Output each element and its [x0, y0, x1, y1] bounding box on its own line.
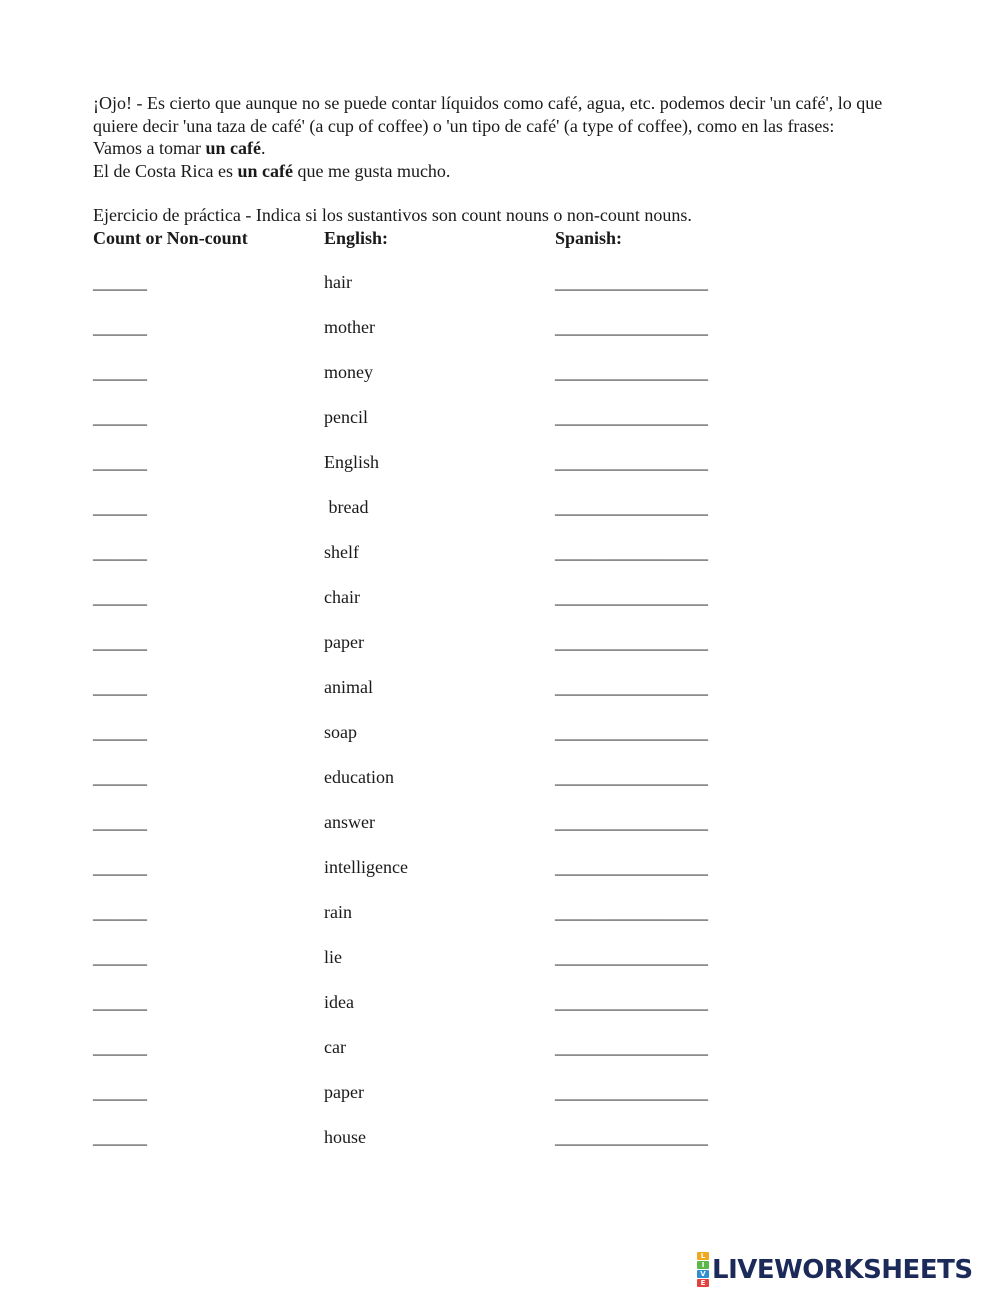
count-answer-blank[interactable]: ______: [93, 722, 147, 742]
logo-block: E: [697, 1279, 709, 1287]
count-answer-blank[interactable]: ______: [93, 272, 147, 292]
exercise-row: [93, 1081, 913, 1126]
count-answer-blank[interactable]: ______: [93, 1127, 147, 1147]
exercise-row: [93, 1036, 913, 1081]
exercise-row: [93, 1126, 913, 1171]
spanish-answer-blank[interactable]: _________________: [555, 362, 708, 382]
exercise-row: [93, 766, 913, 811]
spanish-answer-blank[interactable]: _________________: [555, 587, 708, 607]
spanish-answer-blank[interactable]: _________________: [555, 497, 708, 517]
english-word: English: [324, 452, 380, 472]
count-answer-blank[interactable]: ______: [93, 902, 147, 922]
english-word: lie: [324, 947, 342, 967]
count-answer-blank[interactable]: ______: [93, 317, 147, 337]
spanish-answer-blank[interactable]: _________________: [555, 812, 708, 832]
logo-block: I: [697, 1261, 709, 1269]
column-headers: [93, 227, 913, 250]
header-english: English:: [324, 227, 389, 248]
count-answer-blank[interactable]: ______: [93, 587, 147, 607]
count-answer-blank[interactable]: ______: [93, 992, 147, 1012]
english-word: pencil: [324, 407, 368, 427]
english-word: paper: [324, 632, 364, 652]
count-answer-blank[interactable]: ______: [93, 362, 147, 382]
english-word: education: [324, 767, 394, 787]
spanish-answer-blank[interactable]: _________________: [555, 407, 708, 427]
exercise-row: [93, 856, 913, 901]
spanish-answer-blank[interactable]: _________________: [555, 542, 708, 562]
exercise-instructions: Ejercicio de práctica - Indica si los sustantivos son count nouns o non-count nouns.: [93, 205, 692, 225]
exercise-row: [93, 586, 913, 631]
count-answer-blank[interactable]: ______: [93, 812, 147, 832]
example-2-text: El de Costa Rica es: [93, 160, 238, 181]
example-1-bold: un café: [205, 138, 261, 158]
count-answer-blank[interactable]: ______: [93, 542, 147, 562]
logo-text: LIVEWORKSHEETS: [712, 1255, 973, 1285]
count-answer-blank[interactable]: ______: [93, 632, 147, 652]
exercise-row: [93, 361, 913, 406]
exercise-row: [93, 451, 913, 496]
english-word: car: [324, 1037, 346, 1057]
count-answer-blank[interactable]: ______: [93, 947, 147, 967]
spanish-answer-blank[interactable]: _________________: [555, 272, 708, 292]
english-word: idea: [324, 992, 354, 1012]
spanish-answer-blank[interactable]: _________________: [555, 677, 708, 697]
header-count: Count or Non-count: [93, 227, 248, 248]
english-word: animal: [324, 677, 373, 697]
logo-block: V: [697, 1270, 709, 1278]
example-1-text: Vamos a tomar: [93, 138, 206, 158]
count-answer-blank[interactable]: ______: [93, 767, 147, 787]
exercise-row: [93, 676, 913, 721]
english-word: shelf: [324, 542, 359, 562]
spanish-answer-blank[interactable]: _________________: [555, 857, 708, 877]
spanish-answer-blank[interactable]: _________________: [555, 722, 708, 742]
english-word: house: [324, 1127, 366, 1147]
count-answer-blank[interactable]: ______: [93, 452, 147, 472]
english-word: soap: [324, 722, 357, 742]
example-sentence-2: [93, 160, 913, 183]
exercise-row: [93, 496, 913, 541]
spanish-answer-blank[interactable]: _________________: [555, 317, 708, 337]
count-answer-blank[interactable]: ______: [93, 677, 147, 697]
liveworksheets-logo: [697, 1252, 973, 1287]
exercise-row: [93, 946, 913, 991]
header-spanish: Spanish:: [555, 227, 623, 248]
spanish-answer-blank[interactable]: _________________: [555, 1127, 708, 1147]
spanish-answer-blank[interactable]: _________________: [555, 767, 708, 787]
example-2-bold: un café: [237, 160, 293, 181]
exercise-row: [93, 541, 913, 586]
exercise-row: [93, 271, 913, 316]
count-answer-blank[interactable]: ______: [93, 407, 147, 427]
english-word: chair: [324, 587, 360, 607]
english-word: bread: [324, 497, 369, 517]
spanish-answer-blank[interactable]: _________________: [555, 632, 708, 652]
english-word: answer: [324, 812, 375, 832]
english-word: money: [324, 362, 373, 382]
english-word: paper: [324, 1082, 364, 1102]
english-word: rain: [324, 902, 352, 922]
exercise-rows: [93, 271, 913, 1171]
liveworksheets-logo-icon: [697, 1252, 709, 1288]
count-answer-blank[interactable]: ______: [93, 857, 147, 877]
example-2-end: que me gusta mucho.: [292, 160, 451, 181]
spanish-answer-blank[interactable]: _________________: [555, 1082, 708, 1102]
intro-paragraph: ¡Ojo! - Es cierto que aunque no se puede contar líquidos como café, agua, etc. podemos decir 'un café', lo que quiere decir 'una taza de café' (a cup of coffee) o 'un tipo de café' (a type of coffee), como en las frases:: [93, 93, 883, 136]
exercise-row: [93, 316, 913, 361]
example-1-end: .: [260, 138, 266, 158]
spanish-answer-blank[interactable]: _________________: [555, 902, 708, 922]
spanish-answer-blank[interactable]: _________________: [555, 992, 708, 1012]
intro-note: [93, 92, 913, 182]
spanish-answer-blank[interactable]: _________________: [555, 1037, 708, 1057]
english-word: intelligence: [324, 857, 408, 877]
exercise-row: [93, 631, 913, 676]
count-answer-blank[interactable]: ______: [93, 1082, 147, 1102]
spanish-answer-blank[interactable]: _________________: [555, 947, 708, 967]
logo-block: L: [697, 1252, 709, 1260]
english-word: hair: [324, 272, 352, 292]
english-word: mother: [324, 317, 375, 337]
example-sentence-1: [93, 137, 913, 160]
count-answer-blank[interactable]: ______: [93, 1037, 147, 1057]
exercise-row: [93, 901, 913, 946]
exercise-row: [93, 721, 913, 766]
exercise-row: [93, 406, 913, 451]
exercise-row: [93, 811, 913, 856]
worksheet-page: [93, 92, 913, 1171]
spanish-answer-blank[interactable]: _________________: [555, 452, 708, 472]
exercise-row: [93, 991, 913, 1036]
count-answer-blank[interactable]: ______: [93, 497, 147, 517]
